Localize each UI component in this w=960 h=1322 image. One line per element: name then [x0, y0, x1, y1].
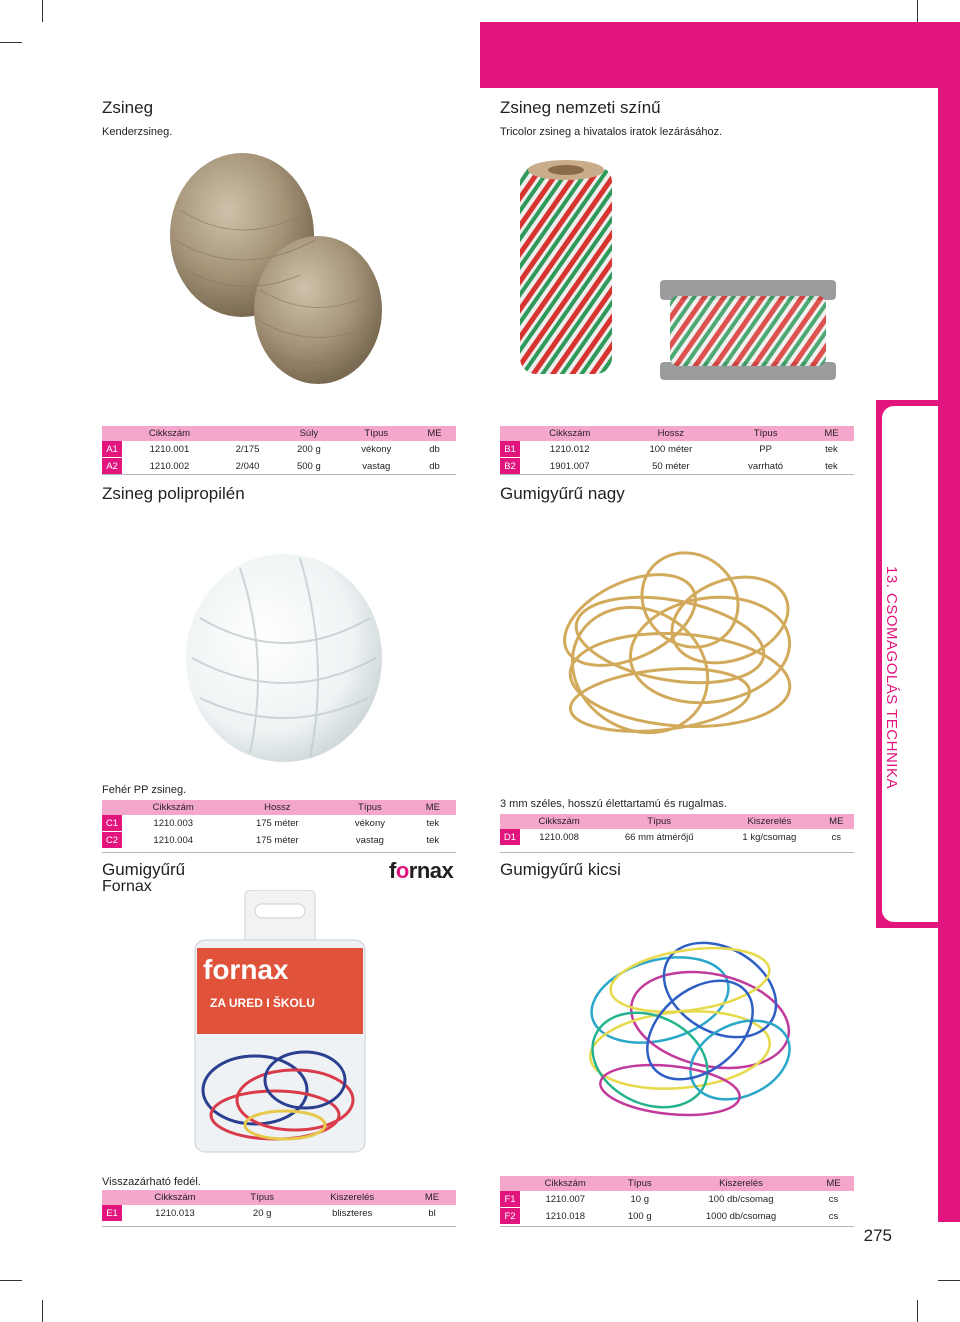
table-row: [102, 441, 456, 458]
table-row: [500, 441, 854, 458]
cell: 175 méter: [255, 817, 299, 829]
cell: 1210.018: [520, 1208, 611, 1225]
divider: [102, 1226, 456, 1227]
table-row: [500, 458, 854, 475]
description-nemzeti: Tricolor zsineg a hivatalos iratok lezárásához.: [500, 126, 723, 138]
divider: [500, 1226, 854, 1227]
col-header: Cikkszám: [520, 426, 619, 441]
col-header: Cikkszám: [520, 1176, 611, 1191]
col-header-code: [102, 426, 122, 441]
tricolor-twine-photo: [510, 152, 850, 392]
cell: varrható: [722, 458, 809, 475]
fornax-blister-pack-photo: [185, 890, 375, 1160]
spec-table-kicsi: [500, 1176, 854, 1224]
cell: 10 g: [630, 1193, 649, 1205]
white-pp-twine-photo: [180, 548, 390, 768]
tricolor-spool: [520, 166, 612, 374]
cell: cs: [828, 1193, 839, 1205]
col-header: Cikkszám: [122, 1190, 228, 1205]
table-row: [102, 832, 456, 849]
hemp-twine-photo: [150, 150, 390, 390]
cell: 1210.012: [549, 443, 590, 455]
cell: 1210.004: [122, 832, 224, 849]
cell: 200 g: [296, 443, 321, 455]
cell: cs: [831, 831, 842, 843]
crop-mark: [938, 1280, 960, 1281]
table-row: [500, 829, 854, 845]
tricolor-card-wound: [670, 296, 826, 366]
sidebar-bar: [938, 22, 960, 1222]
row-code: E1: [102, 1205, 122, 1221]
crop-mark: [42, 0, 43, 22]
cell: 500 g: [278, 458, 339, 475]
col-header-code: [102, 800, 122, 815]
row-code: A1: [102, 441, 122, 458]
row-code: C2: [102, 832, 122, 849]
cell: vastag: [330, 832, 409, 849]
cell: bliszteres: [332, 1207, 373, 1219]
divider: [500, 852, 854, 853]
col-header: ME: [809, 426, 854, 441]
row-code: F1: [500, 1191, 520, 1208]
table-row: [102, 1205, 456, 1221]
col-header-code: [500, 814, 520, 829]
col-header-code: [500, 1176, 520, 1191]
logo-part: o: [395, 858, 409, 883]
col-header: Hossz: [224, 800, 330, 815]
cell: cs: [813, 1208, 854, 1225]
cell: 100 db/csomag: [708, 1193, 774, 1205]
fornax-logo: [389, 858, 453, 884]
table-row: [500, 1191, 854, 1208]
divider: [500, 474, 854, 475]
description-fornax: Visszazárható fedél.: [102, 1176, 201, 1188]
cell: 1 kg/csomag: [742, 831, 797, 843]
cell: db: [413, 458, 456, 475]
cell: PP: [759, 443, 772, 455]
section-subtitle-fornax: Fornax: [102, 878, 152, 895]
col-header: Típus: [228, 1190, 296, 1205]
col-header: ME: [819, 814, 854, 829]
section-title-nemzeti: Zsineg nemzeti színű: [500, 98, 661, 117]
page-title: Zsinegek és gumigyűrűk: [689, 66, 874, 85]
cell: 2/040: [217, 458, 278, 475]
page-number: 275: [863, 1226, 892, 1245]
col-header: Típus: [722, 426, 809, 441]
spool-hole: [548, 165, 584, 175]
crop-mark: [917, 0, 918, 22]
col-header: Cikkszám: [122, 426, 217, 441]
col-header: Típus: [611, 1176, 669, 1191]
large-rubber-bands-photo: [550, 540, 810, 750]
col-header: ME: [813, 1176, 854, 1191]
cell: 1210.003: [153, 817, 194, 829]
section-title-kicsi: Gumigyűrű kicsi: [500, 860, 621, 879]
divider: [102, 474, 456, 475]
col-header-code: [102, 1190, 122, 1205]
hemp-ball-front: [254, 236, 382, 384]
spec-table-zsineg: [102, 426, 456, 474]
cell: 1210.001: [149, 443, 190, 455]
col-header: Cikkszám: [122, 800, 224, 815]
cell: 66 mm átmérőjű: [624, 831, 694, 843]
hang-hole: [255, 904, 305, 918]
col-header: Kiszerelés: [669, 1176, 813, 1191]
col-header: Típus: [598, 814, 720, 829]
cell: 1210.002: [122, 458, 217, 475]
col-header: Hossz: [619, 426, 722, 441]
crop-mark: [0, 1280, 22, 1281]
col-header-code: [500, 426, 520, 441]
col-header: ME: [408, 1190, 456, 1205]
col-header: Cikkszám: [520, 814, 598, 829]
small-colored-rubber-bands-photo: [570, 920, 810, 1130]
section-title-zsineg: Zsineg: [102, 98, 154, 117]
col-header: Kiszerelés: [720, 814, 818, 829]
cell: 1000 db/csomag: [669, 1208, 813, 1225]
cell: tek: [410, 832, 456, 849]
row-code: F2: [500, 1208, 520, 1225]
cell: 1210.008: [539, 831, 579, 843]
package-brand-text: fornax: [203, 954, 289, 985]
description-pp: Fehér PP zsineg.: [102, 784, 187, 796]
row-code: A2: [102, 458, 122, 475]
cell: tek: [825, 443, 838, 455]
row-code: B2: [500, 458, 520, 475]
row-code: B1: [500, 441, 520, 458]
section-title-nagy: Gumigyűrű nagy: [500, 484, 625, 503]
table-row: [102, 458, 456, 475]
package-slogan-text: ZA URED I ŠKOLU: [210, 996, 315, 1010]
col-header: Súly: [278, 426, 339, 441]
crop-mark: [42, 1300, 43, 1322]
spec-table-pp: [102, 800, 456, 848]
chapter-label: [866, 566, 906, 789]
section-title-pp: Zsineg polipropilén: [102, 484, 245, 503]
cell: 50 méter: [619, 458, 722, 475]
spec-table-nemzeti: [500, 426, 854, 474]
section-title-fornax: Gumigyűrű: [102, 860, 186, 879]
col-header: ME: [410, 800, 456, 815]
crop-mark: [0, 42, 22, 43]
chapter-label-text: 13. CSOMAGOLÁS TECHNIKA: [883, 566, 900, 789]
cell: 1901.007: [520, 458, 619, 475]
white-twine-ball: [186, 554, 382, 762]
cell: bl: [428, 1207, 436, 1219]
row-code: D1: [500, 829, 520, 845]
cell: tek: [809, 458, 854, 475]
col-header: [217, 426, 278, 441]
cell: vékony: [361, 443, 392, 455]
cell: 175 méter: [224, 832, 330, 849]
logo-part: f: [389, 858, 396, 883]
crop-mark: [917, 1300, 918, 1322]
col-header: Kiszerelés: [296, 1190, 408, 1205]
row-code: C1: [102, 815, 122, 832]
cell: tek: [426, 817, 440, 829]
cell: 1210.007: [545, 1193, 586, 1205]
description-nagy: 3 mm széles, hosszú élettartamú és rugalmas.: [500, 798, 727, 810]
table-row: [102, 815, 456, 832]
spec-table-nagy: [500, 814, 854, 845]
spec-table-fornax: [102, 1190, 456, 1221]
cell: 2/175: [235, 443, 260, 455]
cell: 100 méter: [649, 443, 693, 455]
col-header: Típus: [330, 800, 409, 815]
cell: db: [429, 443, 440, 455]
cell: 1210.013: [155, 1207, 195, 1219]
divider: [102, 852, 456, 853]
logo-part: rnax: [408, 858, 454, 883]
col-header: Típus: [340, 426, 414, 441]
table-row: [500, 1208, 854, 1225]
cell: 20 g: [252, 1207, 272, 1219]
cell: vastag: [340, 458, 414, 475]
col-header: ME: [413, 426, 456, 441]
cell: vékony: [354, 817, 385, 829]
cell: 100 g: [611, 1208, 669, 1225]
description-zsineg: Kenderzsineg.: [102, 126, 173, 138]
